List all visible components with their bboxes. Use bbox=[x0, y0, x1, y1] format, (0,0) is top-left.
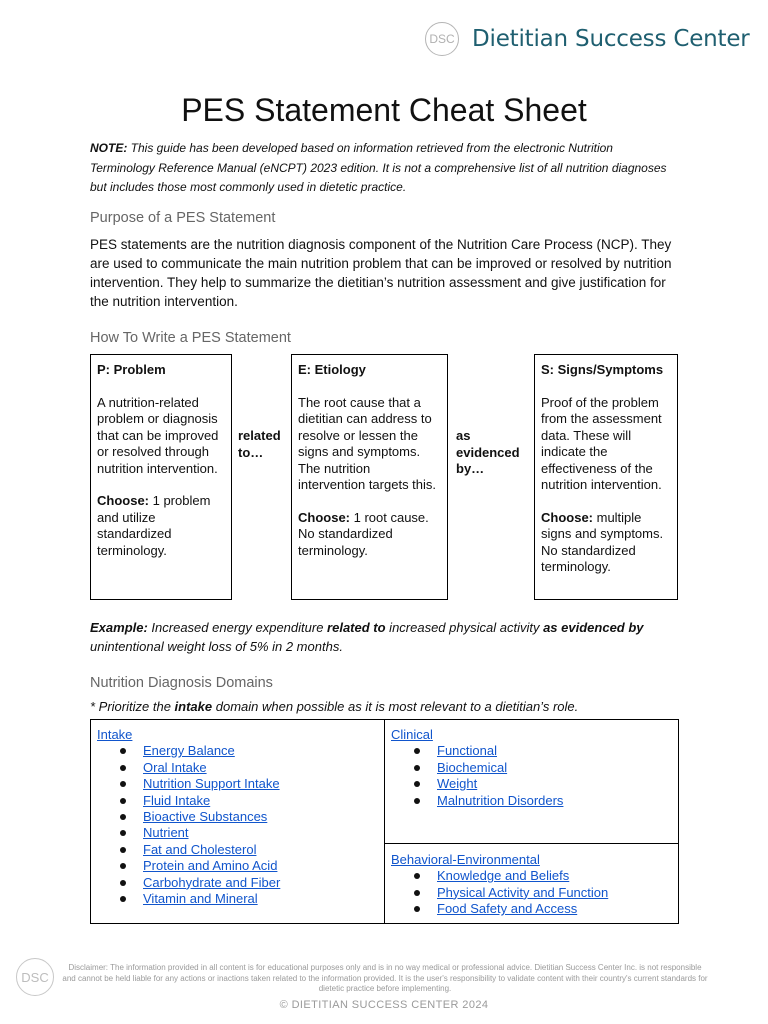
disclaimer: Disclaimer: The information provided in all content is for educational purposes only and is in no way medical or professional advice. Dietitian Success Center Inc. is not responsible and cannot be held liable for any actions or inactions taken related to the information provided. It is the user's responsibility to validate content with their country's current standards for dietetic practice before implementing. bbox=[62, 963, 708, 993]
example-sentence bbox=[90, 618, 690, 656]
etiology-description: The root cause that a dietitian can address to resolve or lessen the signs and symptoms. The nutrition intervention targets this. bbox=[298, 394, 437, 492]
domain-list-item bbox=[391, 760, 672, 776]
etiology-title: E: Etiology bbox=[298, 362, 366, 377]
domain-item-link[interactable]: Biochemical bbox=[437, 759, 508, 775]
example-part-1: Increased energy expenditure bbox=[147, 620, 328, 635]
domain-list-item bbox=[97, 776, 378, 792]
etiology-box bbox=[291, 354, 448, 600]
prioritize-post: domain when possible as it is most relevant to a dietitian’s role. bbox=[212, 699, 579, 714]
prioritize-pre: * Prioritize the bbox=[90, 699, 175, 714]
domain-item-link[interactable]: Energy Balance bbox=[143, 743, 235, 759]
etiology-choose bbox=[298, 510, 441, 560]
domain-list-item bbox=[391, 901, 672, 917]
domain-item-link[interactable]: Oral Intake bbox=[143, 759, 207, 775]
domain-list-item bbox=[97, 842, 378, 858]
prioritize-note bbox=[90, 699, 578, 714]
domain-list-item bbox=[391, 743, 672, 759]
example-part-3: unintentional weight loss of 5% in 2 months. bbox=[90, 639, 343, 654]
page-title: PES Statement Cheat Sheet bbox=[181, 92, 587, 128]
domain-item-link[interactable]: Protein and Amino Acid bbox=[143, 858, 278, 874]
domain-list-item bbox=[97, 891, 378, 907]
etiology-choose-label: Choose: bbox=[298, 509, 350, 525]
purpose-heading: Purpose of a PES Statement bbox=[90, 210, 276, 226]
behavioral-list bbox=[391, 868, 672, 917]
intake-cell bbox=[91, 720, 385, 923]
domain-item-link[interactable]: Fluid Intake bbox=[143, 792, 211, 808]
domain-list-item bbox=[97, 875, 378, 891]
behavioral-cell bbox=[385, 844, 678, 923]
signs-title: S: Signs/Symptoms bbox=[541, 362, 664, 377]
domain-item-link[interactable]: Weight bbox=[437, 776, 478, 792]
signs-choose-label: Choose: bbox=[541, 509, 593, 525]
note-text: This guide has been developed based on information retrieved from the electronic Nutrition Terminology Reference Manual (eNCPT) 2023 edition. It is not a comprehensive list of all nutrition diagnoses but includes those most commonly used in dietetic practice. bbox=[90, 141, 667, 194]
domain-list-item bbox=[391, 885, 672, 901]
brand-name: Dietitian Success Center bbox=[472, 26, 750, 52]
connector-as-evidenced-by: as evidenced by… bbox=[456, 428, 520, 476]
problem-choose-text: 1 problem and utilize standardized terminology. bbox=[97, 493, 211, 558]
intake-domain-link[interactable]: Intake bbox=[97, 727, 133, 742]
prioritize-keyword: intake bbox=[174, 699, 213, 714]
clinical-domain-link[interactable]: Clinical bbox=[391, 727, 433, 742]
domains-heading: Nutrition Diagnosis Domains bbox=[90, 675, 273, 691]
problem-box bbox=[90, 354, 232, 600]
connector-related-to: related to… bbox=[238, 428, 281, 460]
domain-item-link[interactable]: Fat and Cholesterol bbox=[143, 841, 257, 857]
how-to-heading: How To Write a PES Statement bbox=[90, 330, 291, 346]
domain-list-item bbox=[97, 760, 378, 776]
behavioral-domain-link[interactable]: Behavioral-Environmental bbox=[391, 852, 540, 867]
signs-box bbox=[534, 354, 678, 600]
domain-item-link[interactable]: Physical Activity and Function bbox=[437, 884, 609, 900]
note-label: NOTE: bbox=[90, 141, 128, 155]
dsc-logo bbox=[425, 22, 459, 56]
domains-table bbox=[90, 719, 679, 924]
domain-item-link[interactable]: Malnutrition Disorders bbox=[437, 792, 564, 808]
copyright: © DIETITIAN SUCCESS CENTER 2024 bbox=[279, 999, 489, 1011]
header-brand bbox=[425, 19, 750, 59]
signs-description: Proof of the problem from the assessment data. These will indicate the effectiveness of the nutrition intervention. bbox=[541, 394, 662, 492]
footer-logo bbox=[16, 958, 54, 996]
purpose-body: PES statements are the nutrition diagnosis component of the Nutrition Care Process (NCP). They are used to communicate the main nutrition problem that can be improved or resolved by nutrition intervention. They help to summarize the dietitian’s nutrition assessment and give justification for the nutrition intervention. bbox=[90, 237, 672, 309]
domain-item-link[interactable]: Nutrition Support Intake bbox=[143, 776, 280, 792]
example-keyword-as-evidenced-by: as evidenced by bbox=[543, 620, 644, 635]
domain-item-link[interactable]: Functional bbox=[437, 743, 497, 759]
domain-item-link[interactable]: Food Safety and Access bbox=[437, 901, 578, 917]
note-paragraph bbox=[90, 139, 680, 198]
domain-item-link[interactable]: Vitamin and Mineral bbox=[143, 891, 258, 907]
problem-description: A nutrition-related problem or diagnosis that can be improved or resolved through nutrition intervention. bbox=[97, 394, 219, 476]
etiology-choose-text: 1 root cause. No standardized terminology. bbox=[298, 509, 429, 558]
domain-list-item bbox=[391, 793, 672, 809]
problem-choose bbox=[97, 493, 225, 559]
domain-item-link[interactable]: Carbohydrate and Fiber bbox=[143, 874, 281, 890]
problem-choose-label: Choose: bbox=[97, 493, 149, 508]
domain-list-item bbox=[97, 825, 378, 841]
domain-item-link[interactable]: Nutrient bbox=[143, 825, 189, 841]
domain-list-item bbox=[97, 809, 378, 825]
domain-list-item bbox=[391, 868, 672, 884]
footer-logo-text: DSC bbox=[21, 969, 49, 985]
intake-list bbox=[97, 743, 378, 907]
example-part-2: increased physical activity bbox=[385, 620, 544, 635]
clinical-cell bbox=[385, 720, 678, 844]
logo-text: DSC bbox=[429, 32, 455, 46]
domain-list-item bbox=[97, 858, 378, 874]
example-keyword-related-to: related to bbox=[327, 620, 386, 635]
clinical-list bbox=[391, 743, 672, 809]
signs-choose-text: multiple signs and symptoms. No standardized terminology. bbox=[541, 509, 664, 574]
domain-item-link[interactable]: Bioactive Substances bbox=[143, 809, 268, 825]
domain-list-item bbox=[391, 776, 672, 792]
signs-choose bbox=[541, 510, 671, 576]
domain-list-item bbox=[97, 743, 378, 759]
domain-list-item bbox=[97, 793, 378, 809]
example-label: Example: bbox=[90, 620, 148, 635]
domain-item-link[interactable]: Knowledge and Beliefs bbox=[437, 868, 570, 884]
problem-title: P: Problem bbox=[97, 362, 166, 377]
